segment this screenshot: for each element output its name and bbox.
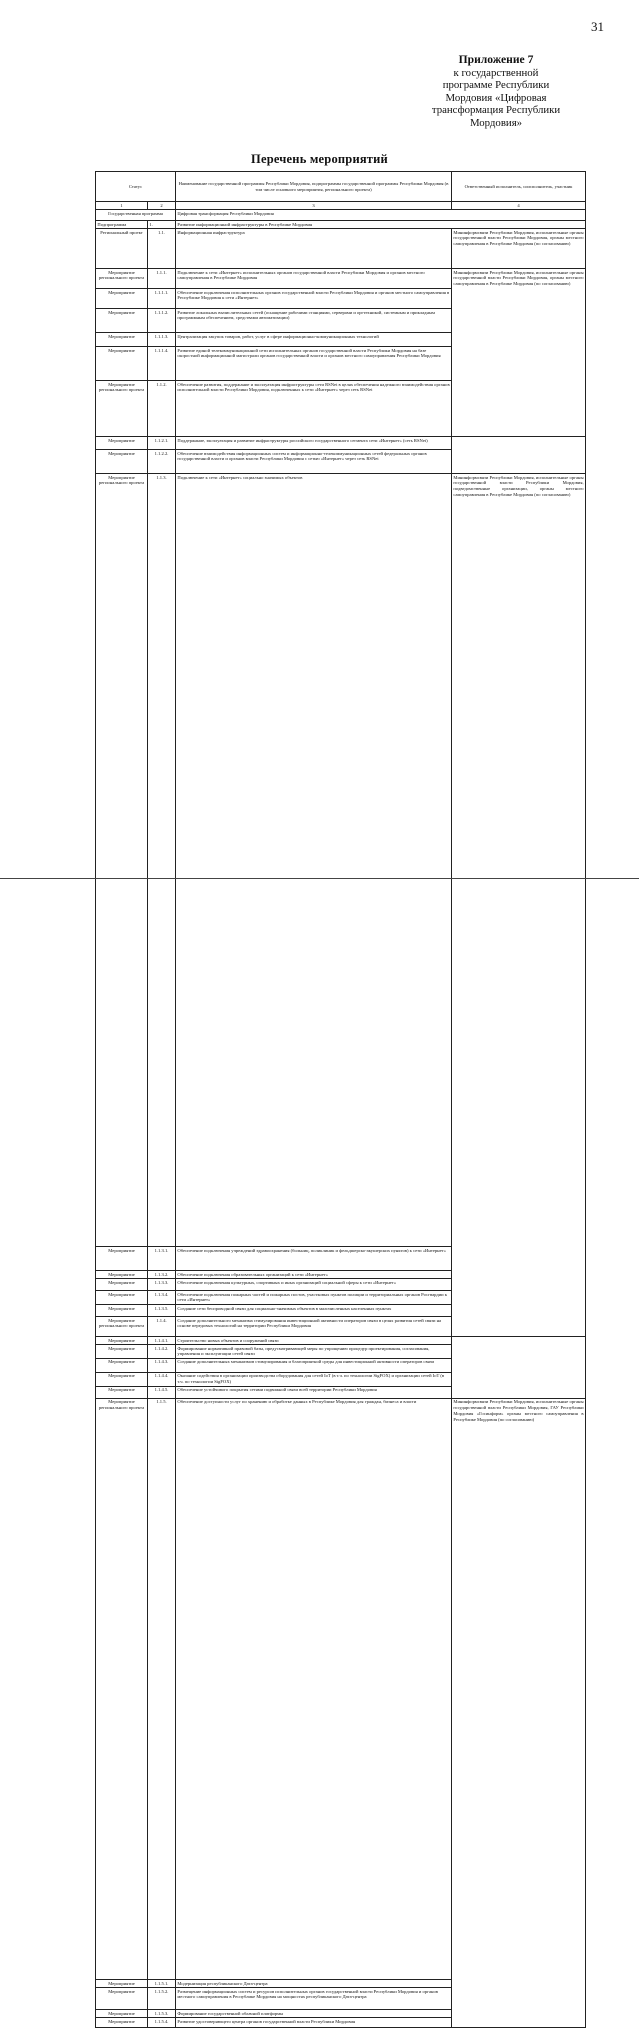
row-code: 1.1.3.5. bbox=[148, 1304, 176, 1316]
appendix-line-2: к государственной bbox=[453, 66, 539, 79]
row-code: 1.1.2.2. bbox=[148, 449, 176, 473]
row-name: Обеспечение доступности услуг по хранению и обработке данных в Республике Мордовия для граждан, бизнеса и власти bbox=[176, 1398, 452, 1979]
table-row bbox=[96, 1398, 586, 1979]
row-executor: Мининформсвязи Республики Мордовия, исполнительные органы государственной власти Республики Мордовия, органы местного самоуправления в Республике Мордовия (по согласованию) bbox=[452, 268, 586, 436]
row-code: 1.1.5.2. bbox=[148, 1987, 176, 2009]
row-status: Мероприятие bbox=[96, 1987, 148, 2009]
row-status: Мероприятие bbox=[96, 1358, 148, 1372]
row-name: Обеспечение подключения образовательных организаций к сети «Интернет» bbox=[176, 1270, 452, 1278]
row-name: Подключение к сети «Интернет» социально значимых объектов bbox=[176, 473, 452, 1246]
row-status: Мероприятие bbox=[96, 1246, 148, 1270]
page-number: 31 bbox=[591, 19, 604, 34]
row-code: 1.1.4.4. bbox=[148, 1372, 176, 1386]
row-code: 1.1.4. bbox=[148, 1316, 176, 1336]
header-executor: Ответственный исполнитель, соисполнитель, участник bbox=[452, 172, 586, 202]
table-row bbox=[96, 220, 586, 228]
row-name: Формирование нормативной правовой базы, предусматривающей меры по упрощению процедур проектирования, согласования, управления и эксплуатации сетей связи bbox=[176, 1344, 452, 1358]
row-status: Мероприятие bbox=[96, 332, 148, 346]
table-header-row bbox=[96, 172, 586, 202]
row-code: 1.1.5.1. bbox=[148, 1979, 176, 1987]
row-status: Мероприятие регионального проекта bbox=[96, 268, 148, 288]
table-row bbox=[96, 268, 586, 288]
row-status: Мероприятие bbox=[96, 1304, 148, 1316]
row-status: Мероприятие bbox=[96, 1979, 148, 1987]
row-status: Мероприятие bbox=[96, 449, 148, 473]
table-row bbox=[96, 473, 586, 1246]
table-row bbox=[96, 1336, 586, 1344]
appendix-line-3: программе Республики bbox=[442, 79, 550, 92]
row-code: 1.1.1. bbox=[148, 268, 176, 288]
row-code: 1.1.2. bbox=[148, 380, 176, 436]
row-code: 1.1.4.5. bbox=[148, 1386, 176, 1398]
appendix-line-4: Мордовия «Цифровая bbox=[445, 91, 547, 104]
row-code: 1.1.3.1. bbox=[148, 1246, 176, 1270]
row-status: Мероприятие регионального проекта bbox=[96, 380, 148, 436]
table-row bbox=[96, 209, 586, 220]
row-status: Мероприятие bbox=[96, 1290, 148, 1304]
row-name: Развитие единой телекоммуникационной сети исполнительных органов государственной власти Республики Мордовия на базе скоростной информационной магистрали органов государственной власти и органов местного самоуправления Республики Мордовия bbox=[176, 346, 452, 380]
row-status: Мероприятие регионального проекта bbox=[96, 1398, 148, 1979]
row-code: 1.1.1.4. bbox=[148, 346, 176, 380]
appendix-line-1: Приложение 7 bbox=[458, 53, 534, 66]
row-code: 1.1.5. bbox=[148, 1398, 176, 1979]
table-row bbox=[96, 1358, 586, 1372]
row-status: Мероприятие bbox=[96, 288, 148, 308]
row-code: 1.1.3.3. bbox=[148, 1278, 176, 1290]
row-code: 1.1.2.1. bbox=[148, 436, 176, 449]
row-name: Создание дополнительных механизмов стимулирования и благоприятной среды для инвестиционной активности операторов связи bbox=[176, 1358, 452, 1372]
row-status: Мероприятие bbox=[96, 436, 148, 449]
col-number: 3 bbox=[176, 202, 452, 210]
row-name: Поддержание, эксплуатация и развитие инфраструктуры российского государственного сегмента сети «Интернет» (сеть RSNet) bbox=[176, 436, 452, 449]
row-executor: Мининформсвязи Республики Мордовия, исполнительные органы государственной власти Республики Мордовия, подведомственные организации, органы местного самоуправления в Республике Мордовия (по согласованию) bbox=[452, 473, 586, 1336]
row-status: Мероприятие bbox=[96, 308, 148, 332]
row-status: Мероприятие bbox=[96, 1372, 148, 1386]
row-code: 1.1.4.3. bbox=[148, 1358, 176, 1372]
row-name: Обеспечение подключения пожарных частей и пожарных постов, участковых пунктов полиции и территориальных органов Росгвардии к сети «Интернет» bbox=[176, 1290, 452, 1304]
row-name: Информационная инфраструктура bbox=[176, 228, 452, 268]
row-name: Обеспечение подключения культурных, спортивных и иных организаций социальной сферы к сети «Интернет» bbox=[176, 1278, 452, 1290]
row-code: 1.1.3.4. bbox=[148, 1290, 176, 1304]
row-name: Развитие информационной инфраструктуры в Республике Мордовия bbox=[176, 220, 586, 228]
table-row bbox=[96, 1344, 586, 1358]
table-number-row bbox=[96, 202, 586, 210]
activities-table bbox=[95, 171, 586, 2028]
col-number: 1 bbox=[96, 202, 148, 210]
row-status: Государственная программа bbox=[96, 209, 176, 220]
row-name: Подключение к сети «Интернет» исполнительных органов государственной власти Республики Мордовия и органов местного самоуправления в Республике Мордовия bbox=[176, 268, 452, 288]
table-row bbox=[96, 1372, 586, 1386]
row-status: Мероприятие bbox=[96, 346, 148, 380]
appendix-line-6: Мордовия» bbox=[469, 116, 523, 129]
appendix-caption bbox=[411, 54, 581, 130]
row-name: Модернизация республиканского Дата-центра bbox=[176, 1979, 452, 1987]
table-row bbox=[96, 436, 586, 449]
row-name: Размещение информационных систем и ресурсов исполнительных органов государственной власти Республики Мордовия и органов местного самоуправления в Республике Мордовия на мощностях республиканского Дата-центра bbox=[176, 1987, 452, 2009]
table-row bbox=[96, 228, 586, 268]
row-code: 1.1.3. bbox=[148, 473, 176, 1246]
row-status: Мероприятие регионального проекта bbox=[96, 473, 148, 1246]
row-status: Мероприятие регионального проекта bbox=[96, 1316, 148, 1336]
row-name: Создание сети беспроводной связи для социально-значимых объектов в малочисленных населенных пунктах bbox=[176, 1304, 452, 1316]
row-status: Подпрограмма bbox=[96, 220, 148, 228]
row-code: 1. bbox=[148, 220, 176, 228]
row-name: Формирование государственной облачной платформы bbox=[176, 2009, 452, 2017]
row-status: Мероприятие bbox=[96, 1270, 148, 1278]
row-status: Региональный проект bbox=[96, 228, 148, 268]
row-name: Обеспечение подключения учреждений здравоохранения (больниц, поликлиник и фельдшерско-акушерских пунктов) к сети «Интернет» bbox=[176, 1246, 452, 1270]
row-name: Обеспечение взаимодействия информационных систем и информационно-телекоммуникационных сетей федеральных органов государственной власти и органов власти Республики Мордовия с сетью «Интернет» через сеть RSNet bbox=[176, 449, 452, 473]
col-number: 4 bbox=[452, 202, 586, 210]
row-name: Создание дополнительного механизма стимулирования инвестиционной активности операторов связи в целях развития сетей связи на основе передовых технологий на территории Республики Мордовия bbox=[176, 1316, 452, 1336]
row-code: 1.1.1.2. bbox=[148, 308, 176, 332]
row-code: 1.1. bbox=[148, 228, 176, 268]
appendix-line-5: трансформация Республики bbox=[431, 104, 561, 117]
footer-line bbox=[0, 878, 639, 879]
row-status: Мероприятие bbox=[96, 1386, 148, 1398]
row-status: Мероприятие bbox=[96, 1344, 148, 1358]
row-name: Строительство новых объектов и сооружений связи bbox=[176, 1336, 452, 1344]
row-name: Обеспечение подключения исполнительных органов государственной власти Республики Мордовия и органов местного самоуправления в Республике Мордовия к сети «Интернет» bbox=[176, 288, 452, 308]
row-code: 1.1.4.1. bbox=[148, 1336, 176, 1344]
row-name: Обеспечение устойчивого покрытия сетями подвижной связи всей территории Республики Мордовия bbox=[176, 1386, 452, 1398]
row-name: Обеспечение развития, поддержание и эксплуатация инфраструктуры сети RSNet в целях обеспечения надежного взаимодействия органов исполнительной власти Республики Мордовия, подключенных к сети «Интернет» через сеть RSNet bbox=[176, 380, 452, 436]
row-code: 1.1.4.2. bbox=[148, 1344, 176, 1358]
row-name: Развитие локальных вычислительных сетей (оснащение рабочими станциями, серверами и оргтехникой, системным и прикладным программным обеспечением, средствами автоматизации) bbox=[176, 308, 452, 332]
page-heading: Перечень мероприятий bbox=[251, 152, 388, 166]
header-name: Наименование государственной программы Республики Мордовия, подпрограммы государственной программы Республики Мордовия (в том числе основного мероприятия, регионального проекта) bbox=[176, 172, 452, 202]
row-executor: Мининформсвязи Республики Мордовия, исполнительные органы государственной власти Республики Мордовия, органы местного самоуправления в Республике Мордовия (по согласованию) bbox=[452, 228, 586, 268]
header-status: Статус bbox=[96, 172, 176, 202]
row-name: Оказание содействия в организации производства оборудования для сетей IoT (в т.ч. по технологии SigFOX) и организации сетей IoT (в т.ч. по технологии SigFOX) bbox=[176, 1372, 452, 1386]
row-code: 1.1.5.4. bbox=[148, 2017, 176, 2027]
row-executor: Мининформсвязи Республики Мордовия, исполнительные органы государственной власти Республики Мордовия, ГАУ Республики Мордовия «Госинформ» органы местного самоуправления в Республике Мордовия (по согласованию) bbox=[452, 1398, 586, 2027]
row-status: Мероприятие bbox=[96, 2017, 148, 2027]
row-code: 1.1.3.2. bbox=[148, 1270, 176, 1278]
row-status: Мероприятие bbox=[96, 1336, 148, 1344]
row-code: 1.1.1.3. bbox=[148, 332, 176, 346]
row-code: 1.1.5.3. bbox=[148, 2009, 176, 2017]
table-row bbox=[96, 1386, 586, 1398]
row-code: 1.1.1.1. bbox=[148, 288, 176, 308]
col-number: 2 bbox=[148, 202, 176, 210]
row-status: Мероприятие bbox=[96, 2009, 148, 2017]
row-name: Цифровая трансформация Республики Мордовия bbox=[176, 209, 586, 220]
row-name: Централизация закупок товаров, работ, услуг в сфере информационно-коммуникационных технологий bbox=[176, 332, 452, 346]
row-name: Развитие удостоверяющего центра органов государственной власти Республики Мордовия bbox=[176, 2017, 452, 2027]
row-status: Мероприятие bbox=[96, 1278, 148, 1290]
table-row bbox=[96, 449, 586, 473]
